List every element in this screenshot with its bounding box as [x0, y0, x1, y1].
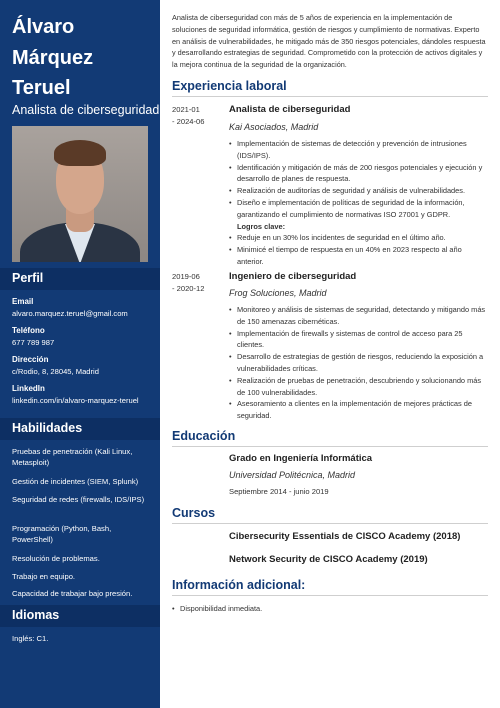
skills-heading: Habilidades [12, 421, 83, 435]
skill-item: Capacidad de trabajar bajo presión. [12, 589, 133, 598]
candidate-name: Álvaro Márquez Teruel [12, 16, 94, 99]
skill-item: Gestión de incidentes (SIEM, Splunk) [12, 477, 139, 486]
job-dates: 2019-06 - 2020-12 [172, 272, 205, 293]
profile-summary: Analista de ciberseguridad con más de 5 años de experiencia en la implementación de soluciones de seguridad informática, gestión de riesgos y cumplimiento de normativas. Experto en análisis de vulnerabilidades, he mitigado más de 350 riesgos potenciales, dándoles respuesta y desarrollando estrategias de seguridad. Comprometido con la protección de activos digitales y la mejora continua de la seguridad de la organización. [172, 13, 486, 70]
section-divider [172, 523, 488, 524]
section-divider [172, 446, 488, 447]
list-item: • Realización de pruebas de penetración, descubriendo y solucionando más de 100 vulnerabilidades. [229, 375, 489, 399]
list-item: • Disponibilidad inmediata. [172, 603, 488, 614]
job-company: Frog Soluciones, Madrid [229, 288, 327, 298]
address-label: Dirección [12, 355, 49, 364]
linkedin-label: LinkedIn [12, 384, 45, 393]
course-item: Cibersecurity Essentials de CISCO Academy (2018) [229, 531, 461, 542]
university: Universidad Politécnica, Madrid [229, 470, 356, 480]
skill-item: Resolución de problemas. [12, 554, 100, 563]
list-item: • Asesoramiento a clientes en la implementación de mejores prácticas de seguridad. [229, 398, 489, 422]
job-title: Analista de ciberseguridad [229, 104, 351, 115]
list-item: • Diseño e implementación de políticas de seguridad de la información, garantizando el cumplimiento de normativas ISO 27001 y GDPR. [229, 197, 489, 221]
job-company: Kai Asociados, Madrid [229, 122, 319, 132]
education-dates: Septiembre 2014 - junio 2019 [229, 487, 329, 496]
linkedin-value[interactable]: linkedin.com/in/alvaro-marquez-teruel [12, 396, 139, 405]
course-item: Network Security de CISCO Academy (2019) [229, 554, 428, 565]
achievements-label: Logros clave: [237, 221, 286, 231]
list-item: • Identificación y mitigación de más de 200 riesgos potenciales y ejecución y desarrollo de planes de respuesta. [229, 162, 489, 186]
email-value[interactable]: alvaro.marquez.teruel@gmail.com [12, 309, 128, 318]
education-heading: Educación [172, 429, 236, 443]
skill-item: Programación (Python, Bash, PowerShell) [12, 524, 112, 544]
sidebar [0, 0, 160, 708]
section-divider [172, 96, 488, 97]
address-value: c/Rodio, 8, 28045, Madrid [12, 367, 99, 376]
additional-info-list [172, 603, 488, 614]
list-item: • Implementación de firewalls y sistemas de control de acceso para 25 clientes. [229, 328, 489, 352]
list-item: • Implementación de sistemas de detección y prevención de intrusiones (IDS/IPS). [229, 138, 489, 162]
additional-info-heading: Información adicional: [172, 578, 306, 592]
phone-value: 677 789 987 [12, 338, 55, 347]
section-divider [172, 595, 488, 596]
list-item: • Realización de auditorías de seguridad y análisis de vulnerabilidades. [229, 185, 489, 197]
list-item: • Minimicé el tiempo de respuesta en un 40% en 2023 respecto al año anterior. [229, 244, 489, 268]
profile-photo [12, 126, 148, 262]
courses-heading: Cursos [172, 506, 216, 520]
language-item: Inglés: C1. [12, 634, 49, 643]
experience-heading: Experiencia laboral [172, 79, 287, 93]
job-dates: 2021-01 - 2024-06 [172, 105, 205, 126]
skill-item: Pruebas de penetración (Kali Linux, Metasploit) [12, 447, 133, 467]
skill-item: Trabajo en equipo. [12, 572, 76, 581]
candidate-role: Analista de ciberseguridad [12, 103, 160, 117]
skill-item: Seguridad de redes (firewalls, IDS/IPS) [12, 495, 145, 504]
email-label: Email [12, 297, 34, 306]
profile-heading: Perfil [12, 271, 44, 285]
job-title: Ingeniero de ciberseguridad [229, 271, 357, 282]
list-item: • Monitoreo y análisis de sistemas de seguridad, detectando y mitigando más de 150 amenazas cibernéticas. [229, 304, 489, 328]
job-responsibilities [229, 138, 489, 268]
list-item: • Reduje en un 30% los incidentes de seguridad en el último año. [229, 232, 489, 244]
list-item: • Desarrollo de estrategias de gestión de riesgos, reduciendo la exposición a vulnerabilidades críticas. [229, 351, 489, 375]
languages-heading: Idiomas [12, 608, 60, 622]
job-responsibilities [229, 304, 489, 422]
phone-label: Teléfono [12, 326, 45, 335]
degree-title: Grado en Ingeniería Informática [229, 453, 373, 464]
